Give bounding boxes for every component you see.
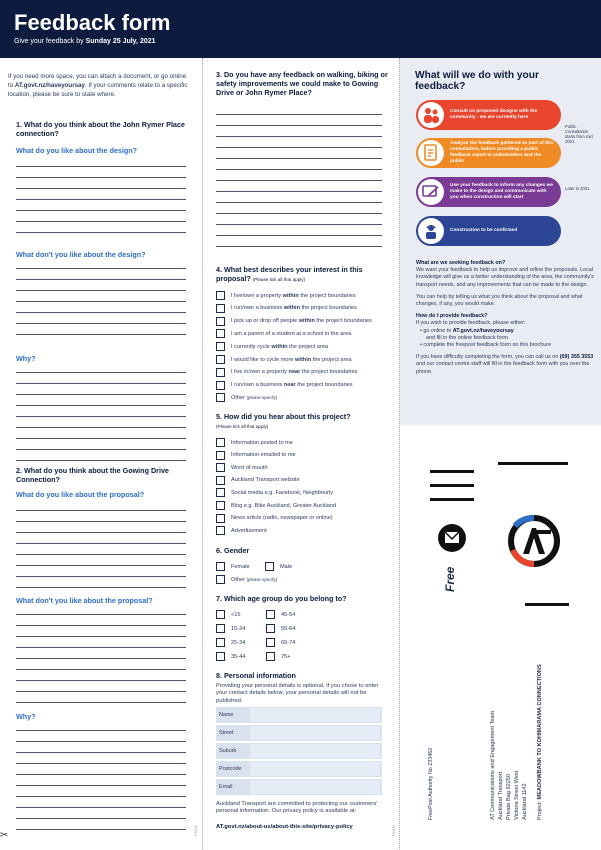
personal-field-suburb: Suburb [216, 743, 382, 760]
option-label: I would like to cycle more within the project area [231, 356, 352, 363]
checkbox[interactable] [265, 562, 274, 571]
privacy-link[interactable]: AT.govt.nz/about-us/about-this-site/privacy-policy [216, 824, 353, 830]
q2-why-label: Why? [16, 712, 36, 721]
info-panel [400, 58, 601, 425]
q4-option[interactable] [216, 355, 352, 364]
age-option[interactable]: 35-44 [216, 652, 245, 661]
checkbox[interactable] [216, 355, 225, 364]
q5-title: 5. How did you hear about this project? (Please tick all that apply) [216, 412, 351, 429]
age-option[interactable]: 65-74 [266, 638, 295, 647]
intro-link[interactable]: AT.govt.nz/haveyoursay [14, 82, 85, 89]
checkbox[interactable] [216, 488, 225, 497]
q2-dislike-lines[interactable] [16, 604, 186, 703]
q1-like-lines[interactable] [16, 156, 186, 233]
checkbox[interactable] [216, 451, 225, 460]
q2-why-lines[interactable] [16, 720, 186, 830]
q1-title: 1. What do you think about the John Rymer Place connection? [16, 120, 185, 138]
q4-option[interactable] [216, 342, 328, 351]
checkbox[interactable] [216, 304, 225, 313]
mail-bar [430, 470, 474, 473]
checkbox[interactable] [266, 652, 275, 661]
personal-field-postcode: Postcode [216, 761, 382, 778]
worker-icon [418, 218, 444, 244]
q5-option[interactable]: Word of mouth [216, 463, 268, 472]
step-design: Use your feedback to inform any changes we make to the design and communicate with you when construction will start [416, 177, 561, 207]
q1-why-lines[interactable] [16, 362, 186, 461]
form-header [0, 0, 601, 58]
step-construction: Construction to be confirmed [416, 216, 561, 246]
personal-field-name: Name [216, 707, 382, 724]
checkbox[interactable] [216, 329, 225, 338]
personal-input[interactable] [250, 726, 380, 740]
q5-option[interactable]: Information emailed to me [216, 451, 296, 460]
option-label: I live/own a property within the project boundaries [231, 292, 356, 299]
option-label: I run/own a business near the project boundaries [231, 382, 353, 389]
option-label: I live in/own a property near the project boundaries [231, 369, 358, 376]
personal-input[interactable] [250, 762, 380, 776]
q4-option[interactable] [216, 291, 356, 300]
q2-dislike-label: What don't you like about the proposal? [16, 596, 153, 605]
checkbox[interactable] [216, 291, 225, 300]
privacy-text: Auckland Transport are committed to protecting our customers' personal information. Our privacy policy is available at: [216, 801, 378, 815]
q5-option[interactable]: Advertisement [216, 526, 267, 535]
q4-title: 4. What best describes your interest in this proposal? (Please tick all that apply) [216, 265, 363, 283]
q4-option[interactable] [216, 317, 372, 326]
q4-option[interactable] [216, 304, 357, 313]
q7-title: 7. Which age group do you belong to? [216, 594, 347, 603]
gender-other[interactable]: Other (please specify) [216, 575, 277, 584]
address-line: Auckland 1142 [522, 783, 528, 820]
checkbox[interactable] [266, 624, 275, 633]
checkbox[interactable] [216, 624, 225, 633]
fold-line-left [202, 58, 203, 850]
q1-like-label: What do you like about the design? [16, 146, 137, 155]
checkbox[interactable] [216, 368, 225, 377]
step-analyse: Analyse the feedback gathered as part of this consultation, before providing a public feedback report to stakeholders and the public [416, 138, 561, 168]
q5-option[interactable]: Blog e.g. Bike Auckland, Greater Auckland [216, 501, 336, 510]
address-line: AT Communications and Engagement Team [490, 710, 496, 820]
checkbox[interactable] [216, 501, 225, 510]
q1-why-label: Why? [16, 354, 36, 363]
q1-dislike-label: What don't you like about the design? [16, 250, 146, 259]
freepost-authority: FreePost Authority No 233462 [428, 747, 434, 820]
checkbox[interactable] [216, 381, 225, 390]
checkbox[interactable] [216, 514, 225, 523]
form-deadline: Give your feedback by Sunday 25 July, 2021 [14, 38, 156, 45]
q5-option[interactable]: News article (radio, newspaper or online) [216, 514, 333, 523]
mail-bar [525, 603, 569, 606]
personal-input[interactable] [250, 708, 380, 722]
checkbox[interactable] [216, 652, 225, 661]
q8-intro: Providing your personal details is optional, if you chose to enter your contact details below, your personal details will not be published. [216, 683, 379, 704]
side-note-consultation: Public Consultation starts from mid 2021 [565, 124, 593, 144]
q4-option[interactable] [216, 368, 357, 377]
option-label: I pick up or drop off people within the project boundaries [231, 318, 372, 325]
report-icon [418, 140, 444, 166]
scissors-icon: ✂ [0, 830, 9, 841]
checkbox[interactable] [216, 476, 225, 485]
checkbox[interactable] [216, 610, 225, 619]
checkbox[interactable] [216, 526, 225, 535]
address-line: Private Bag 92250 [506, 773, 512, 820]
option-label: I run/own a business within the project boundaries [231, 305, 357, 312]
age-option[interactable]: 75+ [266, 652, 291, 661]
option-label: I currently cycle within the project area [231, 343, 329, 350]
q1-dislike-lines[interactable] [16, 258, 186, 335]
checkbox[interactable] [216, 438, 225, 447]
checkbox[interactable] [216, 393, 225, 402]
q6-title: 6. Gender [216, 546, 250, 555]
q2-title: 2. What do you think about the Gowing Drive Connection? [16, 466, 169, 484]
personal-field-email: Email [216, 779, 382, 796]
freepost-envelope-icon [437, 523, 467, 558]
q5-option[interactable]: Information posted to me [216, 438, 293, 447]
freepost-label: Free [443, 566, 457, 592]
age-option[interactable]: 55-64 [266, 624, 295, 633]
q5-option[interactable]: Social media e.g. Facebook, Neighbourly [216, 488, 333, 497]
intro-text: If you need more space, you can attach a document, or go online to AT.govt.nz/haveyoursay. If your comments relate to a specific location, please be sure to state where. [8, 73, 188, 98]
mail-bar [430, 498, 474, 501]
checkbox[interactable] [216, 575, 225, 584]
checkbox[interactable] [216, 342, 225, 351]
step-consult: Consult on proposed designs with the community - we are currently here [416, 100, 561, 130]
q4-option[interactable] [216, 329, 351, 338]
q5-option[interactable]: Auckland Transport website [216, 476, 300, 485]
fold-label-right: FOLD [390, 825, 396, 836]
q2-like-label: What do you like about the proposal? [16, 490, 145, 499]
side-note-later: Later in 2021 [565, 186, 590, 191]
design-icon [418, 179, 444, 205]
checkbox[interactable] [216, 562, 225, 571]
q3-lines[interactable] [216, 104, 382, 247]
q4-option-other[interactable]: Other (please specify) [216, 393, 277, 402]
project-line: Project: MEADOWBANK TO KOHIMARAMA CONNECTIONS [537, 664, 543, 820]
option-label: I am a parent of a student at a school in the area [231, 330, 352, 337]
personal-input[interactable] [250, 744, 380, 758]
personal-input[interactable] [250, 780, 380, 794]
age-option[interactable]: 45-54 [266, 610, 295, 619]
age-option[interactable]: <15 [216, 610, 241, 619]
form-title: Feedback form [14, 10, 171, 35]
checkbox[interactable] [266, 610, 275, 619]
q3-title: 3. Do you have any feedback on walking, biking or safety improvements we could make to Gowing Drive or John Rymer Place? [216, 70, 388, 97]
age-option[interactable]: 15-24 [216, 624, 245, 633]
checkbox[interactable] [266, 638, 275, 647]
mail-bar [430, 484, 474, 487]
mail-bar [498, 462, 568, 465]
at-logo [505, 512, 563, 575]
address-line: Auckland Transport [498, 771, 504, 820]
people-icon [418, 102, 444, 128]
gender-female[interactable]: Female [216, 562, 250, 571]
checkbox[interactable] [216, 317, 225, 326]
q8-title: 8. Personal information [216, 671, 296, 680]
seeking-section: What are we seeking feedback on? We want your feedback to help us improve and refine the proposals. Local knowledge will give us a better understanding of the area, the community's transport needs, and any improvements that can be made to the design. You can help by telling us what you think about the proposal and what changes, if any, you would make. How do I provide feedback? If you wish to provide feedback, please either: • go online to AT.govt.nz/haveyoursay and fill in the online feedback form • complete the freepost feedback form on this brochure If you have difficulty completing the form, you can call us on (09) 355 3553 and our contact centre staff will fill in the feedback form with you over the phone. [416, 260, 594, 375]
fold-label-left: FOLD [192, 825, 198, 836]
checkbox[interactable] [216, 638, 225, 647]
q2-like-lines[interactable] [16, 500, 186, 588]
personal-field-street: Street [216, 725, 382, 742]
panel-title: What will we do with your feedback? [415, 70, 539, 92]
checkbox[interactable] [216, 463, 225, 472]
gender-male[interactable]: Male [265, 562, 292, 571]
q4-option[interactable] [216, 381, 353, 390]
address-line: Victoria Street West [514, 770, 520, 820]
age-option[interactable]: 25-34 [216, 638, 245, 647]
